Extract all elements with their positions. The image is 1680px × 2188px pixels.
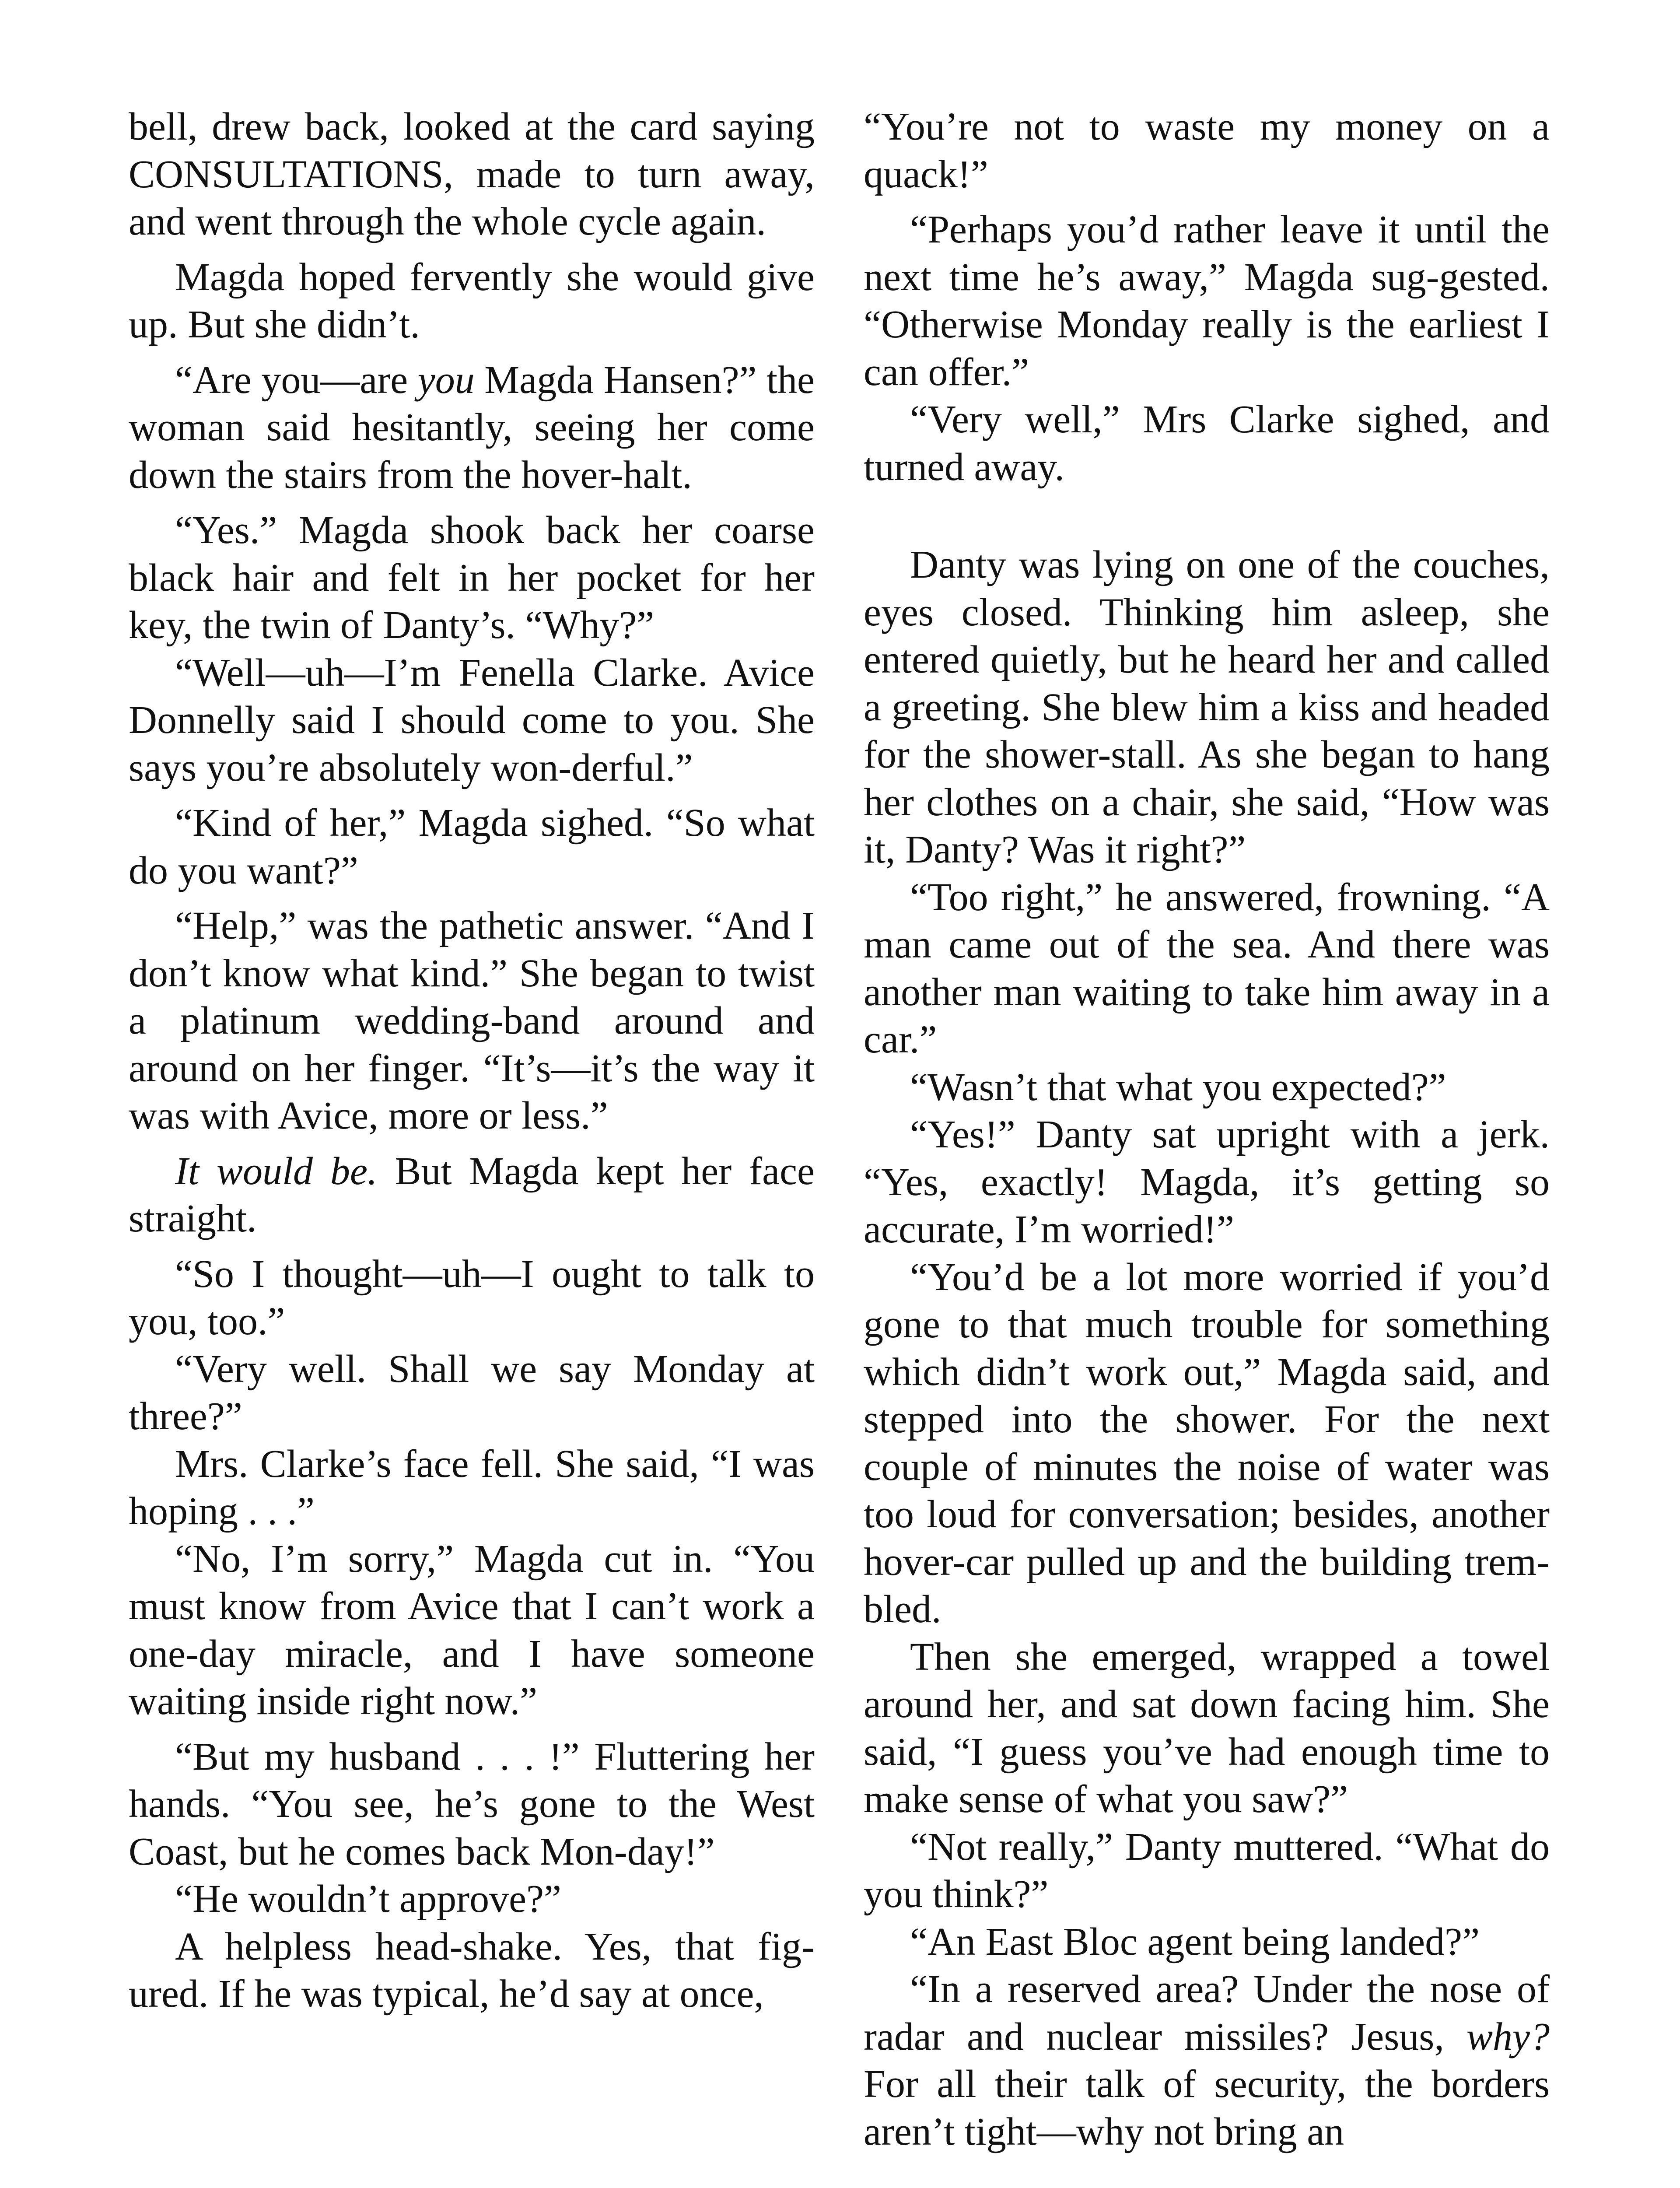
paragraph xyxy=(864,874,1550,1064)
text-run: “Perhaps you’d rather leave it until the next time he’s away,” Magda sug-gested. “Otherwise Monday really is the earliest I can offer.” xyxy=(864,208,1550,394)
text-run: “Not really,” Danty muttered. “What do you think?” xyxy=(864,1825,1550,1916)
paragraph xyxy=(129,1148,815,1243)
text-run: “You’d be a lot more worried if you’d gone to that much trouble for something which didn’t work out,” Magda said, and stepped into the shower. For the next couple of minutes the noise of water was too loud for conversation; besides, another hover-car pulled up and the building trem-bled. xyxy=(864,1255,1550,1631)
italic-text-run: why? xyxy=(1466,2015,1550,2058)
text-run: “An East Bloc agent being landed?” xyxy=(910,1920,1480,1964)
paragraph xyxy=(129,1876,815,1923)
paragraph xyxy=(864,103,1550,198)
paragraph xyxy=(129,357,815,499)
text-run: Mrs. Clarke’s face fell. She said, “I was hoping . . .” xyxy=(129,1442,815,1533)
text-run: “But my husband . . . !” Fluttering her hands. “You see, he’s gone to the West Coast, but he comes back Mon-day!” xyxy=(129,1735,815,1873)
paragraph xyxy=(129,799,815,894)
text-run: “Yes!” Danty sat upright with a jerk. “Yes, exactly! Magda, it’s getting so accurate, I’m worried!” xyxy=(864,1113,1550,1251)
text-run: “Too right,” he answered, frowning. “A man came out of the sea. And there was another man waiting to take him away in a car.” xyxy=(864,875,1550,1061)
paragraph xyxy=(129,254,815,349)
text-run: “Are you—are xyxy=(175,358,418,402)
paragraph xyxy=(864,1111,1550,1254)
text-run: Magda Hansen?” the woman said hesitantly, seeing her come down the stairs from the hover-halt. xyxy=(129,358,815,497)
text-run: “He wouldn’t approve?” xyxy=(175,1877,561,1921)
paragraph xyxy=(864,1918,1550,1966)
paragraph xyxy=(129,103,815,246)
text-run: Then she emerged, wrapped a towel around her, and sat down facing him. She said, “I guess you’ve had enough time to make sense of what you saw?” xyxy=(864,1635,1550,1821)
text-run: “In a reserved area? Under the nose of radar and nuclear missiles? Jesus, xyxy=(864,1967,1550,2058)
paragraph xyxy=(129,1441,815,1536)
paragraph xyxy=(864,1634,1550,1823)
left-text-column xyxy=(129,103,815,2018)
text-run: For all their talk of security, the borders aren’t tight—why not bring an xyxy=(864,2062,1550,2153)
paragraph xyxy=(864,541,1550,874)
right-text-column xyxy=(864,103,1550,2156)
paragraph xyxy=(864,1064,1550,1112)
text-run: A helpless head-shake. Yes, that fig-ured. If he was typical, he’d say at once, xyxy=(129,1925,815,2016)
italic-text-run: you xyxy=(417,358,475,402)
text-run: “Very well,” Mrs Clarke sighed, and turned away. xyxy=(864,398,1550,489)
paragraph xyxy=(129,649,815,792)
paragraph xyxy=(864,1966,1550,2156)
text-run: But Magda kept her face straight. xyxy=(129,1149,815,1240)
text-run: Danty was lying on one of the couches, eyes closed. Thinking him asleep, she entered quietly, but he heard her and called a greeting. She blew him a kiss and headed for the shower-stall. As she began to hang her clothes on a chair, she said, “How was it, Danty? Was it right?” xyxy=(864,543,1550,871)
paragraph xyxy=(864,206,1550,396)
paragraph xyxy=(864,396,1550,491)
text-run: “Very well. Shall we say Monday at three?” xyxy=(129,1347,815,1438)
text-run: “Well—uh—I’m Fenella Clarke. Avice Donnelly said I should come to you. She says you’re absolutely won-derful.” xyxy=(129,651,815,789)
paragraph xyxy=(129,1346,815,1441)
text-run: “You’re not to waste my money on a quack!” xyxy=(864,105,1550,196)
paragraph xyxy=(129,1923,815,2018)
paragraph xyxy=(129,1733,815,1876)
paragraph xyxy=(129,902,815,1140)
italic-text-run: It would be. xyxy=(175,1149,378,1193)
paragraph xyxy=(129,1536,815,1725)
text-run: “No, I’m sorry,” Magda cut in. “You must know from Avice that I can’t work a one-day miracle, and I have someone waiting inside right now.” xyxy=(129,1537,815,1723)
text-run: “Yes.” Magda shook back her coarse black hair and felt in her pocket for her key, the twin of Danty’s. “Why?” xyxy=(129,508,815,647)
text-run: “So I thought—uh—I ought to talk to you, too.” xyxy=(129,1252,815,1343)
paragraph xyxy=(129,507,815,649)
text-run: “Wasn’t that what you expected?” xyxy=(910,1065,1446,1109)
paragraph xyxy=(864,1823,1550,1918)
paragraph xyxy=(129,1251,815,1346)
text-run: bell, drew back, looked at the card saying CONSULTATIONS, made to turn away, and went through the whole cycle again. xyxy=(129,105,815,243)
paragraph xyxy=(864,1254,1550,1634)
text-run: “Kind of her,” Magda sighed. “So what do you want?” xyxy=(129,801,815,892)
text-run: “Help,” was the pathetic answer. “And I don’t know what kind.” She began to twist a platinum wedding-band around and around on her finger. “It’s—it’s the way it was with Avice, more or less.” xyxy=(129,904,815,1137)
text-run: Magda hoped fervently she would give up. But she didn’t. xyxy=(129,255,815,346)
